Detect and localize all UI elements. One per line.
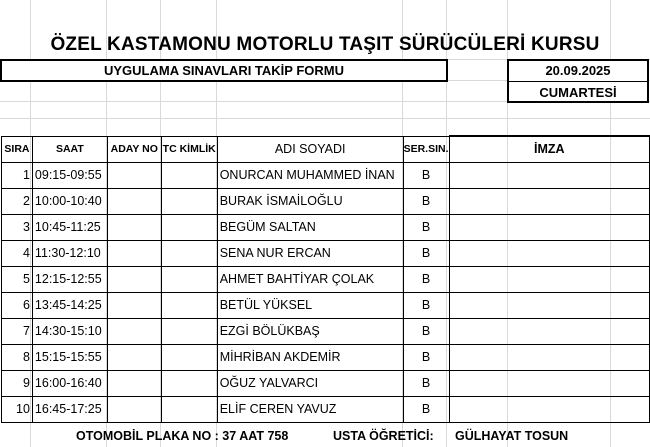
row-imza xyxy=(449,266,649,292)
row-saat: 14:30-15:10 xyxy=(32,318,107,344)
row-tc-kimlik xyxy=(161,318,217,344)
row-tc-kimlik xyxy=(161,240,217,266)
row-tc-kimlik xyxy=(161,214,217,240)
row-tc-kimlik xyxy=(161,396,217,422)
row-sira: 4 xyxy=(2,240,33,266)
table-header-row xyxy=(2,136,650,162)
row-ser-sin: B xyxy=(403,188,449,214)
row-sira: 1 xyxy=(2,162,33,188)
row-tc-kimlik xyxy=(161,188,217,214)
col-header-aday-no: ADAY NO xyxy=(107,136,161,162)
row-saat: 15:15-15:55 xyxy=(32,344,107,370)
row-tc-kimlik xyxy=(161,266,217,292)
row-adi-soyadi: OĞUZ YALVARCI xyxy=(217,370,403,396)
row-ser-sin: B xyxy=(403,396,449,422)
row-ser-sin: B xyxy=(403,344,449,370)
row-aday-no xyxy=(107,396,161,422)
row-tc-kimlik xyxy=(161,370,217,396)
instructor-name: GÜLHAYAT TOSUN xyxy=(455,429,569,443)
form-title: UYGULAMA SINAVLARI TAKİP FORMU xyxy=(103,63,344,78)
row-imza xyxy=(449,214,649,240)
row-saat: 10:00-10:40 xyxy=(32,188,107,214)
table-row xyxy=(2,292,650,318)
row-imza xyxy=(449,318,649,344)
row-adi-soyadi: MİHRİBAN AKDEMİR xyxy=(217,344,403,370)
table-row xyxy=(2,344,650,370)
row-aday-no xyxy=(107,188,161,214)
row-tc-kimlik xyxy=(161,162,217,188)
row-saat: 16:45-17:25 xyxy=(32,396,107,422)
row-sira: 10 xyxy=(2,396,33,422)
col-header-sira: SIRA xyxy=(2,136,33,162)
row-imza xyxy=(449,292,649,318)
row-saat: 11:30-12:10 xyxy=(32,240,107,266)
row-adi-soyadi: BEGÜM SALTAN xyxy=(217,214,403,240)
row-imza xyxy=(449,240,649,266)
row-tc-kimlik xyxy=(161,344,217,370)
row-sira: 5 xyxy=(2,266,33,292)
row-ser-sin: B xyxy=(403,266,449,292)
table-row xyxy=(2,396,650,422)
col-header-ser-sin: SER.SIN. xyxy=(403,136,449,162)
row-saat: 13:45-14:25 xyxy=(32,292,107,318)
row-imza xyxy=(449,344,649,370)
row-adi-soyadi: EZGİ BÖLÜKBAŞ xyxy=(217,318,403,344)
instructor-label: USTA ÖĞRETİCİ: xyxy=(333,429,434,443)
row-sira: 3 xyxy=(2,214,33,240)
row-imza xyxy=(449,370,649,396)
row-saat: 10:45-11:25 xyxy=(32,214,107,240)
table-row xyxy=(2,318,650,344)
table-row xyxy=(2,214,650,240)
date-box xyxy=(507,59,649,103)
row-ser-sin: B xyxy=(403,370,449,396)
row-adi-soyadi: ELİF CEREN YAVUZ xyxy=(217,396,403,422)
exam-table xyxy=(1,135,650,423)
row-tc-kimlik xyxy=(161,292,217,318)
table-row xyxy=(2,162,650,188)
col-header-tc-kimlik: TC KİMLİK xyxy=(161,136,217,162)
table-row xyxy=(2,266,650,292)
row-aday-no xyxy=(107,344,161,370)
exam-date: 20.09.2025 xyxy=(509,61,647,82)
row-aday-no xyxy=(107,214,161,240)
row-aday-no xyxy=(107,162,161,188)
row-aday-no xyxy=(107,318,161,344)
table-row xyxy=(2,370,650,396)
form-title-box xyxy=(0,59,448,82)
table-row xyxy=(2,188,650,214)
row-aday-no xyxy=(107,240,161,266)
row-saat: 12:15-12:55 xyxy=(32,266,107,292)
row-ser-sin: B xyxy=(403,240,449,266)
row-adi-soyadi: ONURCAN MUHAMMED İNAN xyxy=(217,162,403,188)
row-saat: 09:15-09:55 xyxy=(32,162,107,188)
row-sira: 7 xyxy=(2,318,33,344)
col-header-saat: SAAT xyxy=(32,136,107,162)
row-sira: 2 xyxy=(2,188,33,214)
row-ser-sin: B xyxy=(403,162,449,188)
exam-day: CUMARTESİ xyxy=(539,85,617,100)
row-imza xyxy=(449,162,649,188)
row-adi-soyadi: AHMET BAHTİYAR ÇOLAK xyxy=(217,266,403,292)
row-ser-sin: B xyxy=(403,292,449,318)
row-sira: 8 xyxy=(2,344,33,370)
row-adi-soyadi: SENA NUR ERCAN xyxy=(217,240,403,266)
page-title: ÖZEL KASTAMONU MOTORLU TAŞIT SÜRÜCÜLERİ KURSU xyxy=(50,34,600,55)
row-aday-no xyxy=(107,292,161,318)
row-ser-sin: B xyxy=(403,318,449,344)
vehicle-plate: OTOMOBİL PLAKA NO : 37 AAT 758 xyxy=(76,429,289,443)
row-sira: 6 xyxy=(2,292,33,318)
col-header-adi-soyadi: ADI SOYADI xyxy=(217,136,403,162)
row-imza xyxy=(449,396,649,422)
row-saat: 16:00-16:40 xyxy=(32,370,107,396)
row-sira: 9 xyxy=(2,370,33,396)
row-adi-soyadi: BURAK İSMAİLOĞLU xyxy=(217,188,403,214)
row-imza xyxy=(449,188,649,214)
row-adi-soyadi: BETÜL YÜKSEL xyxy=(217,292,403,318)
row-aday-no xyxy=(107,370,161,396)
row-aday-no xyxy=(107,266,161,292)
row-ser-sin: B xyxy=(403,214,449,240)
table-row xyxy=(2,240,650,266)
col-header-imza: İMZA xyxy=(449,136,649,162)
